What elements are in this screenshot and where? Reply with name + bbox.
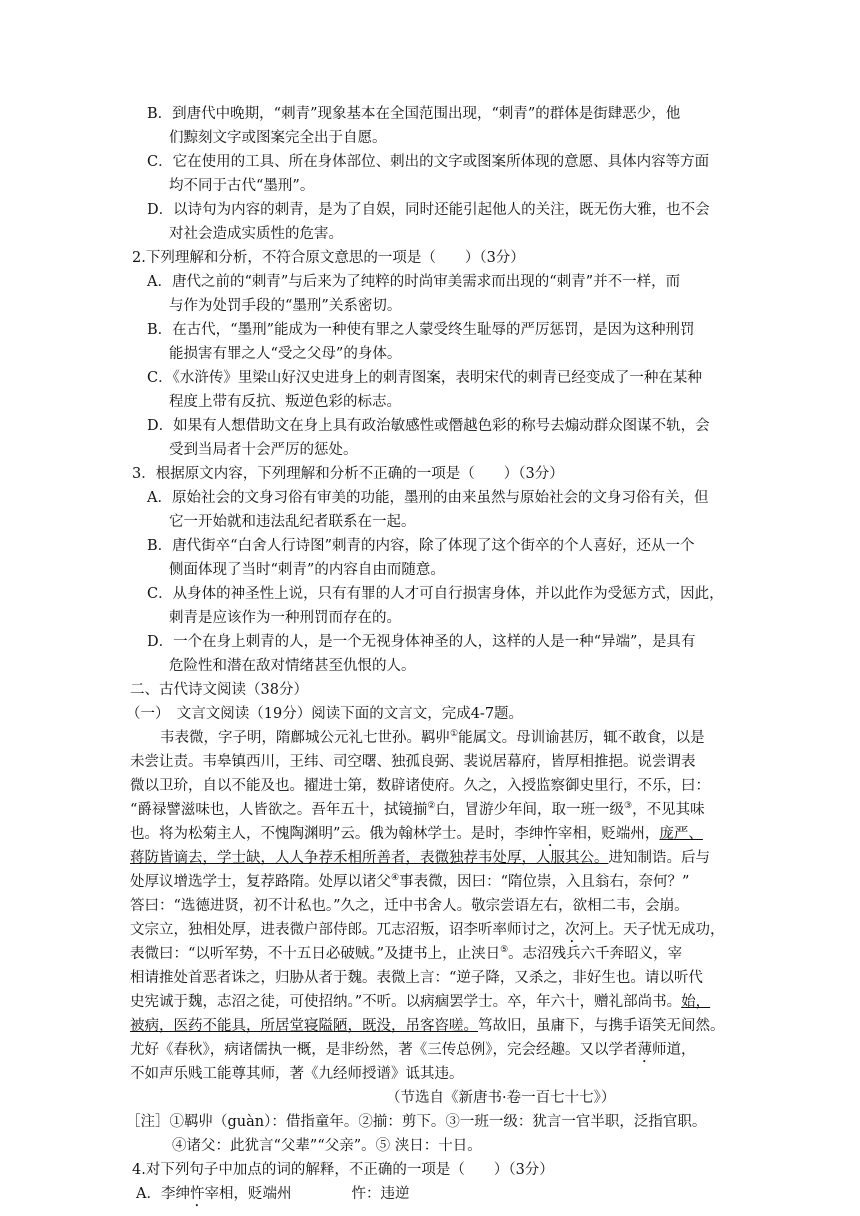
option-continuation: 能损害有罪之人“受之父母”的身体。 [169, 346, 402, 362]
annotation-line-2: ④诸父：此犹言“父辈”“父亲”。⑤ 浃日：十日。 [172, 1138, 482, 1154]
question-2-stem: 2.下列理解和分析，不符合原文意思的一项是（ ）（3分） [132, 250, 525, 266]
option-c: C．《水浒传》里梁山好汉史进身上的刺青图案，表明宋代的刺青已经变成了一种在某种 [147, 370, 702, 386]
passage-line: 答曰：“选德进贤，初不计私也。”久之，迁中书舍人。敬宗尝语左右，欲相二韦，会崩。 [130, 898, 689, 914]
passage-line: 相请推处首恶者诛之，归胁从者于魏。表微上言：“逆子降，又杀之，非好生也。请以听代 [130, 970, 703, 986]
underlined-sentence: 庞严、 [659, 826, 703, 842]
option-continuation: 均不同于古代“墨刑”。 [169, 178, 315, 194]
option-continuation: 刺青是应该作为一种刑罚而存在的。 [169, 610, 401, 626]
section-2-heading: 二、古代诗文阅读（38分） [130, 682, 308, 698]
q3-options [0, 486, 860, 678]
option-label: D． [147, 418, 174, 434]
passage-line: 未尝让责。韦皋镇西川，王纬、司空曙、独孤良弼、裴说居幕府，皆厚相推挹。说尝谓表 [130, 754, 696, 770]
option-continuation: 侧面体现了当时“刺青”的内容自由而随意。 [169, 562, 445, 578]
exam-page [0, 102, 860, 1206]
option-label: B． [147, 322, 173, 338]
option-continuation: 对社会造成实质性的危害。 [169, 226, 343, 242]
option-label: B． [147, 106, 173, 122]
passage-line: “爵禄譬滋味也，人皆欲之。吾年五十，拭镜揃②白，冒游少年间，取一班一级③，不见其味 [130, 801, 705, 818]
option-d: D．以诗句为内容的刺青，是为了自娱，同时还能引起他人的关注，既无伤大雅，也不会 [147, 202, 710, 218]
option-continuation: 们黥刻文字或图案完全出于自愿。 [169, 130, 387, 146]
passage-line: 处厚议增选学士，复荐路隋。处厚以诸父④事表微，因曰：“隋位崇，入且翁右，奈何？” [130, 873, 690, 890]
passage-line: 蒋防皆谪去，学士缺，人人争荐禾相所善者，表微独荐韦处厚，人服其公。进知制诰。后与 [130, 850, 710, 866]
option-b: B．到唐代中晚期，“刺青”现象基本在全国范围出现，“刺青”的群体是街肆恶少，他 [147, 106, 681, 122]
passage-line: 也。将为松菊主人，不愧陶渊明”云。俄为翰林学士。是时，李绅忤宰相，贬端州，庞严、 [130, 826, 703, 842]
dotted-word: 忤 [189, 1186, 205, 1202]
passage-line: 表微曰：“以听军势，不十五日必破贼。”及捷书上，止浃日⑤。志沼残兵六千奔昭义，宰 [130, 945, 683, 962]
option-d: D．一个在身上刺青的人，是一个无视身体神圣的人，这样的人是一种“异端”，是具有 [147, 634, 696, 650]
option-label: C． [147, 370, 173, 386]
underlined-sentence: 蒋防皆谪去，学士缺，人人争荐禾相所善者，表微独荐韦处厚，人服其公。 [130, 850, 609, 866]
passage-line: 文宗立，独相处厚，进表微户部侍郎。兀志沼叛，诏李听率师讨之，次河上。天子忧无成功， [130, 922, 725, 938]
option-b: B．在古代，“墨刑”能成为一种使有罪之人蒙受终生耻辱的严厉惩罚，是因为这种刑罚 [147, 322, 695, 338]
option-label: D． [147, 202, 174, 218]
underlined-sentence: 始， [681, 994, 711, 1010]
option-label: C． [147, 154, 173, 170]
dotted-word: 薄 [637, 1042, 652, 1058]
option-continuation: 程度上带有反抗、叛逆色彩的标志。 [169, 394, 401, 410]
underlined-sentence: 被病，医药不能具，所居堂寝隘陋，既没，吊客咨嗟。 [130, 1018, 478, 1034]
option-c: C．它在使用的工具、所在身体部位、刺出的文字或图案所体现的意愿、具体内容等方面 [147, 154, 710, 170]
option-label: D． [147, 634, 174, 650]
subsection-1-heading: （一） 文言文阅读（19分）阅读下面的文言文，完成4-7题。 [126, 706, 524, 722]
passage-line: 不如声乐贱工能尊其师，著《九经师授谱》诋其违。 [130, 1066, 464, 1082]
dotted-word: 次 [565, 922, 580, 938]
option-a: A．唐代之前的“刺青”与后来为了纯粹的时尚审美需求而出现的“刺青”并不一样，而 [147, 274, 681, 290]
option-continuation: 危险性和潜在敌对情绪甚至仇恨的人。 [169, 658, 416, 674]
passage-line: 史宪诚于魏，志沼之徒，可使招纳。”不听。以病痼罢学士。卒，年六十，赠礼部尚书。始， [130, 994, 711, 1010]
dotted-word: 忤 [543, 826, 558, 842]
passage-line: 尤好《春秋》，病诸儒执一概，是非纷然，著《三传总例》，完会经趣。又以学者薄师道， [130, 1042, 696, 1058]
option-continuation: 与作为处罚手段的“墨刑”关系密切。 [169, 298, 402, 314]
option-continuation: 受到当局者十会严厉的惩处。 [169, 442, 358, 458]
option-label: A． [147, 274, 172, 290]
option-label: B． [147, 538, 173, 554]
option-label: C． [147, 586, 173, 602]
question-4-stem: 4.对下列句子中加点的词的解释，不正确的一项是（ ）（3分） [132, 1162, 554, 1178]
passage-line: 韦表微，字子明，隋鄜城公元礼七世孙。羁丱①能属文。母训谕甚厉，辄不敢食，以是 [160, 729, 705, 746]
question-4-option-a: A．李绅忤宰相，贬端州 忤：违逆 [136, 1186, 410, 1202]
question-3-stem: 3．根据原文内容，下列理解和分析不正确的一项是（ ）（3分） [132, 466, 564, 482]
option-label: A． [147, 490, 172, 506]
classical-passage [0, 726, 860, 1110]
option-a: A．原始社会的文身习俗有审美的功能，墨刑的由来虽然与原始社会的文身习俗有关，但 [147, 490, 709, 506]
q1-options [0, 102, 860, 246]
option-c: C．从身体的神圣性上说，只有有罪的人才可自行损害身体，并以此作为受惩方式，因此， [147, 586, 724, 602]
option-d: D．如果有人想借助文在身上具有政治敏感性或僭越色彩的称号去煽动群众图谋不轨，会 [147, 418, 710, 434]
passage-source: （节选自《新唐书·卷一百七十七》） [386, 1090, 616, 1106]
option-continuation: 它一开始就和违法乱纪者联系在一起。 [169, 514, 416, 530]
annotation-line-1: ［注］①羁丱（guàn）：借指童年。②揃：剪下。③一班一级：犹言一官半职，泛指官职。 [126, 1114, 707, 1130]
passage-line: 被病，医药不能具，所居堂寝隘陋，既没，吊客咨嗟。笃故旧，虽庸下，与携手语笑无间然。 [130, 1018, 725, 1034]
q2-options [0, 270, 860, 462]
option-b: B．唐代街卒“白舍人行诗图”刺青的内容，除了体现了这个街卒的个人喜好，还从一个 [147, 538, 695, 554]
passage-line: 微以卫玠，自以不能及也。擢进士第，数辟诸使府。久之，入授监察御史里行，不乐，曰： [130, 778, 710, 794]
